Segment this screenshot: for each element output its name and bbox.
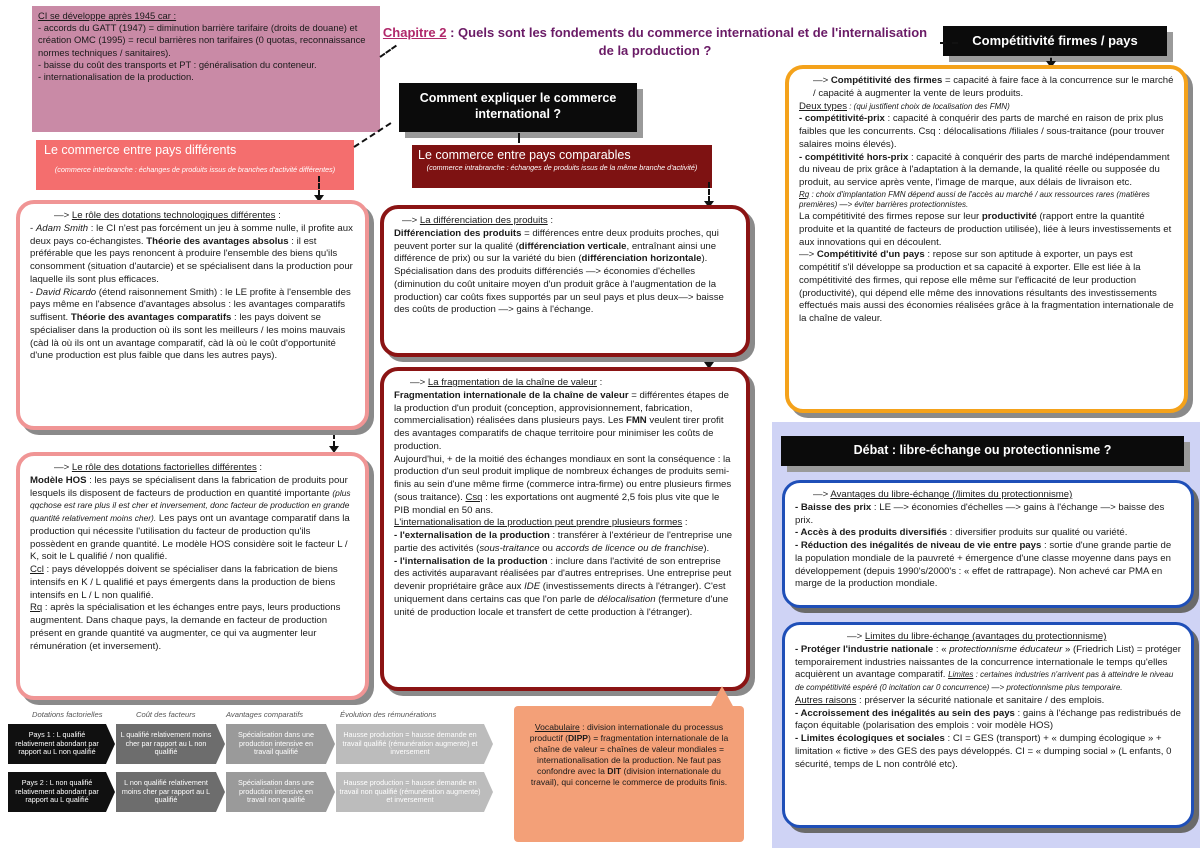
debat-title-box: Débat : libre-échange ou protectionnisme ? — [781, 436, 1184, 466]
diagram-arrow — [326, 772, 335, 812]
box-heading: —> Avantages du libre-échange (/limites du protectionnisme) — [813, 489, 1073, 500]
intro-box — [32, 6, 380, 132]
intro-line: - baisse du coût des transports et PT : généralisation du conteneur. — [38, 58, 317, 70]
competitivite-hors-prix-paragraph: - compétitivité hors-prix : capacité à conquérir des parts de marché indépendamment du niveau de prix grâce à l'adaptation à la demande, la qualité réelle ou supposée du produit, au service après vente, l'image de marque, aux délais de livraison etc. — [799, 151, 1170, 188]
banner-pays-differents — [36, 140, 354, 190]
banner-pays-comparables — [412, 145, 712, 188]
internalisation-paragraph: - l'internalisation de la production : inclure dans l'activité de son entreprise des activités auparavant réalisées par d'autres entreprises. Une entreprise peut devenir propriétaire grâce aux IDE (investissements directs à l'étranger). C'est uniquement dans certains cas que l'on parle de délocalisation (fermeture d'une unité de production locale et transfert de cette production à l'étranger). — [394, 555, 732, 618]
produits-diversifies-item: - Accès à des produits diversifiés : diversifier produits sur qualité ou variété. — [795, 527, 1128, 539]
rq-paragraph: Rq : après la spécialisation et les échanges entre pays, leurs productions augmentent. Dans chaque pays, la demande en facteur de production présent en grande quantité va augmenter, ce qui va augmenter leur rémunération (et inversement). — [30, 602, 341, 652]
intro-line: - internationalisation de la production. — [38, 71, 194, 83]
diagram-header: Évolution des rémunérations — [340, 710, 437, 719]
fragmentation-paragraph: Fragmentation internationale de la chaîne de valeur = différentes étapes de la production d'un produit (conception, approvisionnement, fabrication, commercialisation) réalisées dans plusieurs pays. Les FMN veulent tirer profit des avantages comparatifs de chaque territoire pour minimiser les coûts de production. — [394, 389, 729, 452]
diagram-cell: Pays 1 : L qualifié relativement abondant par rapport au L non qualifié — [8, 724, 106, 764]
echanges-paragraph: Aujourd'hui, + de la moitié des échanges mondiaux en sont la conséquence : la production d'un seul produit implique de nombreux échanges de produits semi-finis au sein d'une même firme (commerce intra-firme) ou entre plusieurs firmes (sous traitance). Csq : les exportations ont augmenté 2,5 fois plus vite que le PIB mondial en 50 ans. — [394, 453, 732, 516]
chapter-label: Chapitre 2 — [382, 25, 447, 40]
diagram-arrow — [216, 772, 225, 812]
box-dotations-technologiques — [16, 200, 369, 430]
diagram-header: Dotations factorielles — [32, 710, 103, 719]
diagram-arrow — [326, 724, 335, 764]
diagram-cell: Hausse production = hausse demande en travail non qualifié (rémunération augmente) et inversement — [336, 772, 484, 812]
productivite-paragraph: La compétitivité des firmes repose sur leur productivité (rapport entre la quantité produite et la quantité de facteurs de production utilisée), liée à leurs investissements et aux innovations qui en découlent. — [799, 211, 1172, 248]
diagram-arrow — [106, 724, 115, 764]
firmes-paragraph: —> Compétitivité des firmes = capacité à faire face à la concurrence sur le marché / capacité à augmenter la vente de leurs produits. — [813, 75, 1174, 99]
banner-subtitle: (commerce interbranche : échanges de produits issus de branches d'activité différentes) — [54, 164, 336, 174]
formes-heading: L'internationalisation de la production peut prendre plusieurs formes : — [394, 517, 688, 529]
box-fragmentation-chaine-valeur — [380, 367, 750, 691]
box-heading: —> Le rôle des dotations technologiques différentes : — [54, 210, 281, 221]
externalisation-paragraph: - l'externalisation de la production : transférer à l'extérieur de l'entreprise une partie des activités (sous-traitance ou accords de licence ou de franchise). — [394, 530, 733, 554]
inegalites-pays-item: - Accroissement des inégalités au sein des pays : gains à l'échange pas redistribués de façon équitable (polarisation des emplois : voir modèle HOS) — [795, 707, 1181, 732]
diagram-cell: Hausse production = hausse demande en travail qualifié (rémunération augmente) et inversement — [336, 724, 484, 764]
box-limites-libre-echange — [782, 622, 1194, 828]
box-dotations-factorielles — [16, 452, 369, 700]
smith-paragraph: - Adam Smith : le CI n'est pas forcément un jeu à somme nulle, il profite aux deux pays co-échangistes. Théorie des avantages absolus : il est préférable que les pays renoncent à produire l'ensemble des biens qu'ils consomment (situation d'autarcie) et se spécialisent dans la production pour laquelle ils sont plus efficaces. — [30, 222, 353, 285]
box-heading: —> La différenciation des produits : — [402, 215, 554, 226]
ricardo-paragraph: - David Ricardo (étend raisonnement Smith) : le LE profite à l'ensemble des pays même en l'absence d'avantages absolus : les avantages comparatifs suffisent. Théorie des avantages comparatifs : les pays doivent se spécialiser dans la production où ils sont les meilleurs / les moins mauvais (càd là où ils ont un avantage comparatif, càd là où le coût d'opportunité d'une production est plus faible que dans les autres pays). — [30, 286, 351, 362]
box-heading: —> Le rôle des dotations factorielles différentes : — [54, 462, 263, 473]
question-box: Comment expliquer le commerce international ? — [399, 83, 637, 132]
diagram-header: Avantages comparatifs — [226, 710, 304, 719]
competitivite-title-box: Compétitivité firmes / pays — [943, 26, 1167, 56]
autres-raisons-item: Autres raisons : préserver la sécurité nationale et sanitaire / des emplois. — [795, 694, 1105, 706]
box-heading: —> Limites du libre-échange (avantages du protectionnisme) — [847, 631, 1107, 642]
box-avantages-libre-echange — [782, 480, 1194, 608]
banner-title: Le commerce entre pays comparables — [418, 148, 631, 162]
diagram-header: Coût des facteurs — [136, 710, 196, 719]
diagram-arrow — [216, 724, 225, 764]
pays-paragraph: —> Compétitivité d'un pays : repose sur son aptitude à exporter, un pays est compétitif s'il développe sa production et sa capacité à exporter. Elle est liée à la compétitivité des firmes, qui repose elle même sur l'efficacité de leur production (productivité), qui dépend elle même des innovations résultants des investissements effectués mais aussi des économies réalisées grâce à la fragmentation internationale de la chaîne de valeur. — [799, 249, 1174, 324]
reduction-inegalites-item: - Réduction des inégalités de niveau de vie entre pays : sortie d'une grande partie de la population mondiale de la pauvreté + émergence d'une classe moyenne dans pays en développement (depuis 1990's/2000's : « effet de rattrapage). Non achevé car PMA en marge de la production mondiale. — [795, 540, 1172, 590]
banner-subtitle: (commerce intrabranche : échanges de produits issus de la même branche d'activité) — [426, 162, 698, 172]
connector-line — [708, 182, 710, 202]
box-differenciation-produits — [380, 205, 750, 357]
differenciation-paragraph: Différenciation des produits = différences entre deux produits proches, qui peuvent porter sur la qualité (différenciation verticale, entraînant ainsi une différence de prix) ou sur la variété du bien (différenciation horizontale). — [394, 227, 719, 265]
hos-paragraph: Modèle HOS : les pays se spécialisent dans la fabrication de produits pour lesquels ils disposent de facteurs de production en quantité importante (plus qqchose est rare plus il est cher et inversement, donc facteur de production en grande quantité relativement moins cher). Les pays ont un avantage comparatif dans la production qui nécessite l'utilisation du facteur de production qu'ils possèdent en grande quantité. Le modèle HOS considère soit le facteur L / K, soit le L qualifié / non qualifié. — [30, 474, 351, 563]
firms-rq-paragraph: Rq : choix d'implantation FMN dépend aussi de l'accès au marché / aux ressources rares (matières premières) —> éviter barrières protectionnistes. — [799, 189, 1150, 210]
diagram-arrow — [484, 724, 493, 764]
ccl-paragraph: Ccl : pays développés doivent se spécialiser dans la fabrication de biens intensifs en K / L qualifié et pays émergents dans la production de biens intensifs en L / L non qualifié. — [30, 564, 338, 601]
diagram-cell: L qualifié relativement moins cher par rapport au L non qualifié — [116, 724, 216, 764]
connector-line — [940, 42, 958, 44]
vocabulaire-callout: Vocabulaire : division internationale du processus productif (DIPP) = fragmentation internationale de la chaîne de valeur = chaînes de valeur mondiales = internationalisation de la production. Ne faut pas confondre avec la DIT (division internationale du travail), qui concerne le commerce de produits finis. — [514, 706, 744, 842]
box-heading: —> La fragmentation de la chaîne de valeur : — [410, 377, 603, 388]
proteger-industrie-item: - Protéger l'industrie nationale : « protectionnisme éducateur » (Friedrich List) = protéger temporairement industries naissantes de la concurrence internationale le temps qu'elles acquièrent un avantage comparatif. Limites : certaines industries n'arrivent pas à atteindre le niveau de compétitivité espéré (0 incitation car 0 concurrence) —> protectionnisme plus temporaire. — [795, 643, 1181, 692]
diagram-cell: Pays 2 : L non qualifié relativement abondant par rapport au L qualifié — [8, 772, 106, 812]
connector-line — [318, 176, 320, 196]
baisse-prix-item: - Baisse des prix : LE —> économies d'échelles —> gains à l'échange —> baisse des prix. — [795, 501, 1165, 526]
diagram-arrow — [484, 772, 493, 812]
limites-ecologiques-item: - Limites écologiques et sociales : CI = GES (transport) + « dumping écologique » + limitation « fictive » des GES des pays développés. CI = « dumping social » (L enfants, 0 sécurité, temps de L non contrôlé etc). — [795, 733, 1172, 770]
intro-title: CI se développe après 1945 car : — [38, 10, 177, 21]
page-title — [380, 24, 930, 59]
diagram-cell: Spécialisation dans une production intensive en travail non qualifié — [226, 772, 326, 812]
diagram-cell: L non qualifié relativement moins cher par rapport au L qualifié — [116, 772, 216, 812]
chapter-title-text: : Quels sont les fondements du commerce international et de l'internalisation de la production ? — [446, 25, 928, 58]
callout-pointer — [710, 686, 734, 708]
banner-title: Le commerce entre pays différents — [44, 143, 237, 157]
types-heading: Deux types : (qui justifient choix de localisation des FMN) — [799, 100, 1010, 112]
specialisation-paragraph: Spécialisation dans des produits différenciés —> économies d'échelles (diminution du coût unitaire moyen d'un produit grâce à l'augmentation de la production) car coûts fixes supportés par un seul pays et plus deux—> baisse des coûts de production —> gains à l'échange. — [394, 266, 724, 316]
competitivite-prix-paragraph: - compétitivité-prix : capacité à conquérir des parts de marché en raison de prix plus faibles que les concurrents. Csq : délocalisations /filiales / sous-traitance (pour trouver salaires moins élevés). — [799, 113, 1165, 150]
box-competitivite — [785, 65, 1188, 413]
intro-line: - accords du GATT (1947) = diminution barrière tarifaire (droits de douane) et création OMC (1995) = recul barrières non tarifaires (0 quotas, reconnaissance normes techniques / sanitaires). — [38, 22, 366, 58]
connector-line — [518, 133, 520, 143]
diagram-arrow — [106, 772, 115, 812]
diagram-cell: Spécialisation dans une production intensive en travail qualifié — [226, 724, 326, 764]
